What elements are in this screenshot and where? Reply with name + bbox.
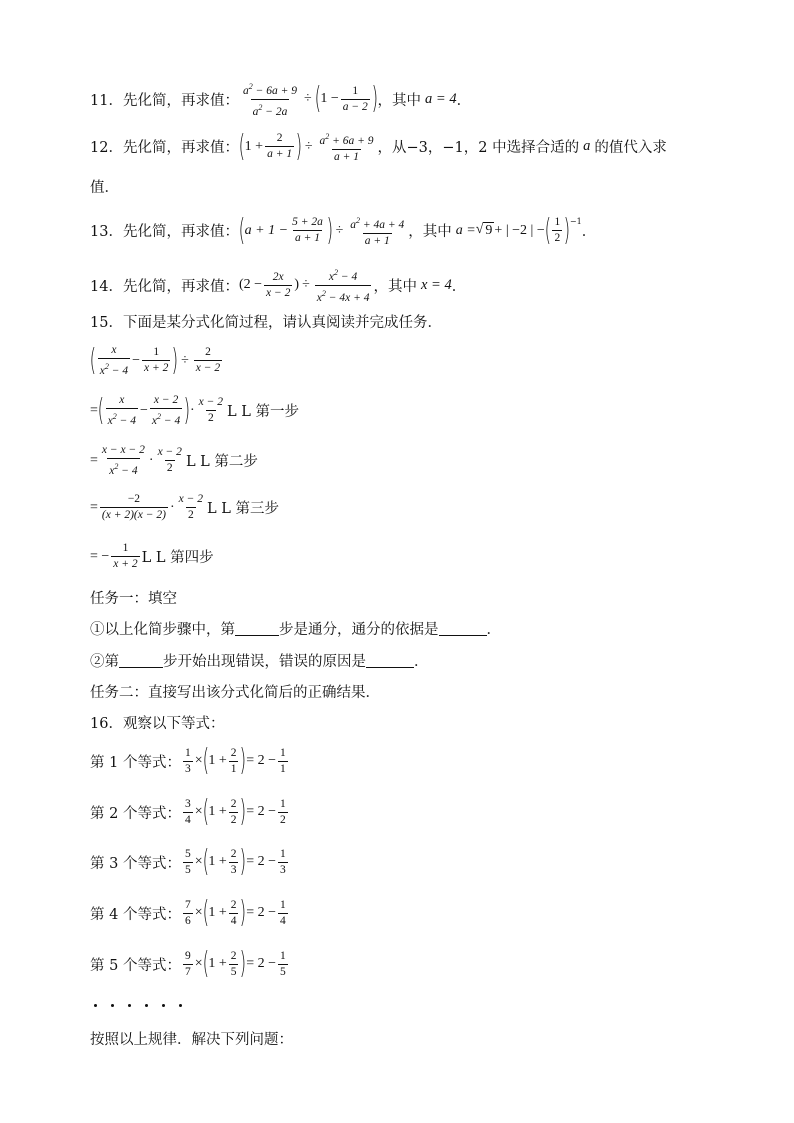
question-text: ①以上化简步骤中，第 — [90, 622, 235, 638]
question-text: ②第 — [90, 654, 119, 670]
task-1-question-2 — [90, 650, 429, 671]
fraction: $\frac{2}{2}$ — [230, 797, 237, 826]
fraction: $\frac{1}{x + 2}$ — [113, 542, 138, 570]
problem-14-prefix: 14．先化简，再求值： — [90, 278, 239, 295]
problem-11-condition: a = 4 — [425, 90, 457, 107]
fraction: x − 2 2 — [157, 446, 182, 475]
equation-row: 第 5 个等式： $\frac{9}{7}$ × ( 1 + $\frac{2}{5}$ ) = 2 − $\frac{1}{5}$ — [90, 946, 286, 981]
period: ． — [414, 654, 429, 670]
problem-16-rule-text: 按照以上规律．解决下列问题： — [90, 1032, 293, 1048]
equation-label: 第 1 个等式： — [90, 754, 181, 771]
problem-14-condition: x = 4 — [420, 276, 452, 293]
fraction: $\frac{a^2 + 6a + 9}{a + 1}$ — [319, 132, 374, 163]
answer-blank[interactable] — [235, 621, 279, 636]
fraction: x $x^2 - 4$ — [107, 394, 136, 427]
question-text: 步开始出现错误，错误的原因是 — [163, 654, 366, 670]
fraction: $\frac{-2}{(x + 2)(x - 2)}$ — [101, 493, 166, 521]
problem-11-prefix: 11．先化简，再求值： — [90, 92, 239, 109]
fraction: $\frac{1}{1}$ — [280, 746, 286, 775]
answer-blank[interactable] — [366, 653, 414, 668]
equation-row: 第 1 个等式： $\frac{1}{3}$ × ( 1 + $\frac{2}{1}$ ) = 2 − $\frac{1}{1}$ — [90, 743, 286, 778]
fraction: $\frac{1}{a - 2}$ — [342, 84, 368, 113]
ellipsis-dot — [162, 1004, 165, 1007]
equation-label: 第 4 个等式： — [90, 906, 181, 923]
fraction: $\frac{1}{5}$ — [280, 949, 286, 978]
problem-12: 12．先化简，再求值： ( 1 + $\frac{2}{a + 1}$ ) ÷ $\frac{a^2 + 6a + 9}{a + 1}$ ，从−3，−1，2 中选择合适的 a 的值代入求 — [90, 128, 667, 164]
problem-15-expression: ( x $x^2 - 4$ − $\frac{1}{x + 2}$ ) ÷ $\frac{2}{x - 2}$ — [89, 342, 221, 378]
fraction: $\frac{2}{1}$ — [230, 746, 237, 775]
fraction: $\frac{5 + 2a}{a + 1}$ — [292, 216, 323, 245]
fraction: $\frac{x - 2}{x^2 - 4}$ — [151, 394, 181, 427]
ellipsis-dot — [179, 1004, 182, 1007]
problem-12-prefix: 12．先化简，再求值： — [90, 140, 239, 157]
problem-15-intro-text: 15．下面是某分式化简过程，请认真阅读并完成任务． — [90, 315, 442, 331]
fraction: x $x^2 - 4$ — [99, 344, 129, 377]
period: ． — [456, 92, 472, 109]
period: ． — [581, 224, 597, 241]
problem-13: 13．先化简，再求值： ( a + 1 − $\frac{5 + 2a}{a + 1}$ ) ÷ $\frac{a^2 + 4a + 4}{a + 1}$ ，其中 a = √ 9 + | −2 | − ( 1 2 ) $^{-1}$ ． — [90, 212, 597, 248]
equation-row: 第 3 个等式： $\frac{5}{5}$ × ( 1 + $\frac{2}{3}$ ) = 2 − $\frac{1}{3}$ — [90, 844, 286, 879]
answer-blank[interactable] — [119, 653, 163, 668]
fraction: $\frac{2}{3}$ — [230, 847, 237, 876]
problem-12-suffix-2: 的值代入求 — [594, 140, 667, 157]
fraction: $\frac{a^2 - 6a + 9}{a^2 - 2a}$ — [242, 82, 297, 118]
task-1-question-1 — [90, 618, 501, 639]
period: ． — [486, 622, 501, 638]
fraction: $\frac{1}{x + 2}$ — [144, 346, 169, 375]
step-4-label: L L 第四步 — [141, 550, 214, 566]
problem-16-rule — [90, 1028, 293, 1049]
problem-14: 14．先化简，再求值： (2 − $\frac{2x}{x - 2}$ ) ÷ $\frac{x^2 - 4}{x^2 - 4x + 4}$ ，其中 x = 4 ． — [90, 268, 467, 304]
problem-12-suffix: ，从−3，−1，2 中选择合适的 — [377, 140, 580, 157]
fraction: $\frac{9}{7}$ — [184, 949, 191, 978]
fraction: x − 2 2 — [198, 396, 224, 425]
variable-a: a — [583, 138, 591, 155]
fraction: $\frac{2x}{x - 2}$ — [266, 270, 291, 299]
task-2-text: 任务二：直接写出该分式化简后的正确结果． — [90, 685, 380, 701]
fraction: $\frac{x - x - 2}{x^2 - 4}$ — [101, 444, 145, 477]
problem-15-step-3: = $\frac{-2}{(x + 2)(x - 2)}$ · x − 2 2 L L 第三步 — [90, 493, 279, 521]
fraction: $\frac{1}{3}$ — [184, 746, 191, 775]
problem-12-cont: 值． — [90, 180, 119, 196]
fraction: $\frac{2}{5}$ — [230, 949, 237, 978]
fraction: $\frac{3}{4}$ — [184, 797, 191, 826]
problem-13-suffix: ，其中 — [408, 224, 452, 241]
problem-13-prefix: 13．先化简，再求值： — [90, 224, 239, 241]
question-text: 步是通分，通分的依据是 — [279, 622, 439, 638]
task-1-text: 任务一：填空 — [90, 591, 177, 607]
ellipsis-dot — [94, 1004, 97, 1007]
fraction: $\frac{a^2 + 4a + 4}{a + 1}$ — [350, 216, 405, 247]
problem-16-intro-text: 16．观察以下等式： — [90, 716, 225, 732]
problem-15-intro — [90, 311, 442, 332]
ellipsis-dot — [145, 1004, 148, 1007]
fraction: $\frac{1}{3}$ — [280, 847, 286, 876]
step-3-label: L L 第三步 — [207, 501, 279, 517]
answer-blank[interactable] — [439, 621, 487, 636]
period: ． — [451, 278, 467, 295]
equation-row: 第 4 个等式： $\frac{7}{6}$ × ( 1 + $\frac{2}{4}$ ) = 2 − $\frac{1}{4}$ — [90, 895, 286, 930]
equation-row: 第 2 个等式： $\frac{3}{4}$ × ( 1 + $\frac{2}{2}$ ) = 2 − $\frac{1}{2}$ — [90, 794, 286, 829]
fraction: $\frac{1}{4}$ — [280, 898, 286, 927]
step-1-label: L L 第一步 — [227, 404, 300, 421]
equation-label: 第 3 个等式： — [90, 855, 181, 872]
fraction: $\frac{1}{2}$ — [280, 797, 286, 826]
fraction: $\frac{2}{x - 2}$ — [195, 346, 221, 375]
fraction: $\frac{2}{4}$ — [230, 898, 237, 927]
fraction: $\frac{x^2 - 4}{x^2 - 4x + 4}$ — [316, 268, 370, 304]
equation-label: 第 5 个等式： — [90, 957, 181, 974]
fraction: $\frac{5}{5}$ — [184, 847, 191, 876]
fraction: 1 2 — [554, 216, 561, 245]
equation-label: 第 2 个等式： — [90, 805, 181, 822]
problem-15-step-1: = ( x $x^2 - 4$ − $\frac{x - 2}{x^2 - 4}$ ) · x − 2 2 L L 第一步 — [90, 392, 300, 428]
problem-12-continued — [90, 176, 119, 197]
task-1-heading — [90, 587, 177, 608]
problem-16-intro — [90, 712, 224, 733]
problem-11-suffix: ，其中 — [377, 92, 422, 109]
problem-11: 11．先化简，再求值： $\frac{a^2 - 6a + 9}{a^2 - 2a}$ ÷ ( 1 − $\frac{1}{a - 2}$ ) ，其中 a = 4 ． — [90, 81, 472, 118]
fraction: $\frac{7}{6}$ — [184, 898, 191, 927]
step-2-label: L L 第二步 — [185, 454, 258, 471]
problem-15-step-2: = $\frac{x - x - 2}{x^2 - 4}$ · x − 2 2 L L 第二步 — [90, 444, 258, 477]
problem-14-suffix: ，其中 — [373, 278, 417, 295]
task-2-heading — [90, 681, 380, 702]
fraction: x − 2 2 — [178, 493, 204, 521]
ellipsis-dot — [128, 1004, 131, 1007]
problem-15-step-4: = − $\frac{1}{x + 2}$ L L 第四步 — [90, 542, 214, 570]
ellipsis-dot — [111, 1004, 114, 1007]
fraction: $\frac{2}{a + 1}$ — [267, 132, 293, 161]
